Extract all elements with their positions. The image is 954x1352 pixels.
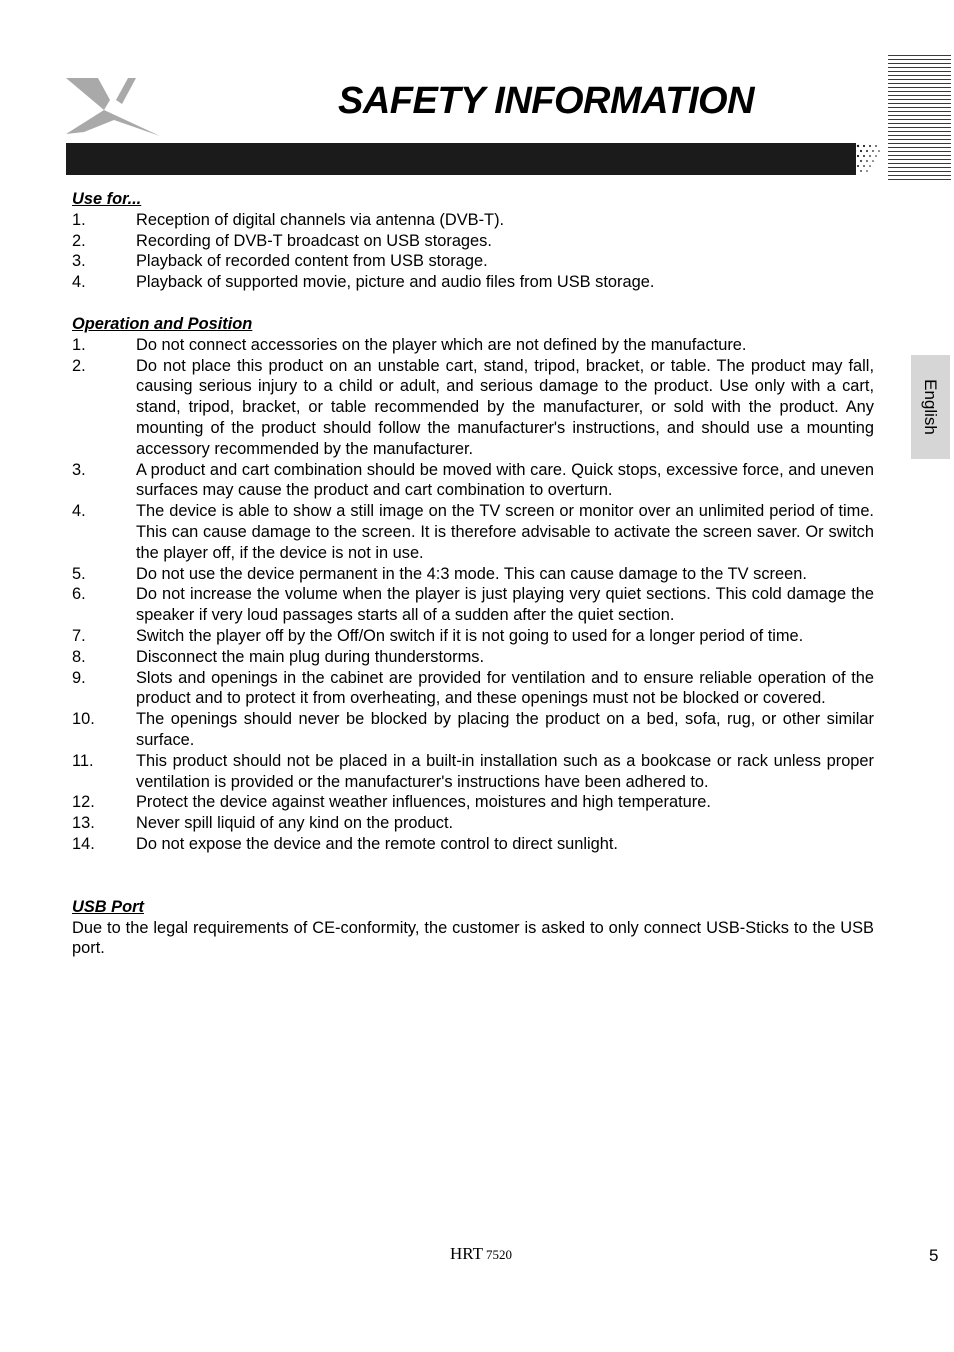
list-item-text: This product should not be placed in a built-in installation such as a bookcase or rack unless proper ventilation is provided or the manufacturer's instructions have been adhered to. xyxy=(136,751,874,791)
list-item xyxy=(72,501,874,563)
list-item-number: 14. xyxy=(72,834,95,853)
list-item-text: Switch the player off by the Off/On switch if it is not going to used for a longer period of time. xyxy=(136,626,804,645)
list-item xyxy=(72,210,874,231)
list-item xyxy=(72,834,874,855)
list-item-text: Never spill liquid of any kind on the product. xyxy=(136,814,454,833)
usb-port-paragraph: Due to the legal requirements of CE-conformity, the customer is asked to only connect USB-Sticks to the USB port. xyxy=(72,918,874,958)
list-item-number: 5. xyxy=(72,564,86,583)
page-number: 5 xyxy=(929,1246,939,1265)
list-item-text: Recording of DVB-T broadcast on USB storages. xyxy=(136,231,492,250)
list-item xyxy=(72,709,874,751)
list-item-number: 2. xyxy=(72,231,86,250)
list-item xyxy=(72,792,874,813)
list-item-text: Do not place this product on an unstable cart, stand, tripod, bracket, or table. The product may fall, causing serious injury to a child or adult, and serious damage to the product. Use only with a cart, stand, tripod, bracket, or table recommended by the manufacturer, or sold with the product. Any mounting of the product should follow the manufacturer's instructions, and should use a mounting accessory recommended by the manufacturer. xyxy=(136,356,874,458)
list-item-number: 11. xyxy=(72,751,94,770)
list-item xyxy=(72,564,874,585)
model-number: 7520 xyxy=(485,1247,512,1262)
list-item xyxy=(72,335,874,356)
list-item xyxy=(72,251,874,272)
operation-list xyxy=(72,335,874,855)
list-item-number: 7. xyxy=(72,626,86,645)
list-item-text: Protect the device against weather influences, moistures and high temperature. xyxy=(136,793,711,812)
list-item-text: Reception of digital channels via antenna (DVB-T). xyxy=(136,210,505,229)
page-title: SAFETY INFORMATION xyxy=(338,80,755,122)
dot-pattern-icon xyxy=(844,143,884,175)
list-item-text: Playback of supported movie, picture and audio files from USB storage. xyxy=(136,273,655,292)
list-item-number: 4. xyxy=(72,273,86,292)
use-for-list xyxy=(72,210,874,293)
list-item xyxy=(72,356,874,460)
list-item xyxy=(72,460,874,502)
list-item-number: 13. xyxy=(72,814,95,833)
list-item-text: Disconnect the main plug during thunderstorms. xyxy=(136,647,485,666)
section-heading-use-for: Use for... xyxy=(72,190,142,208)
list-item-text: Do not connect accessories on the player which are not defined by the manufacture. xyxy=(136,335,747,354)
list-item-text: Playback of recorded content from USB storage. xyxy=(136,252,488,271)
x-brand-logo-icon xyxy=(64,70,164,140)
section-heading-operation: Operation and Position xyxy=(72,314,253,333)
list-item-text: Do not expose the device and the remote control to direct sunlight. xyxy=(136,834,618,853)
list-item-number: 1. xyxy=(72,335,86,354)
model-label xyxy=(450,1244,512,1264)
list-item xyxy=(72,272,874,293)
list-item xyxy=(72,813,874,834)
list-item-number: 10. xyxy=(72,710,95,729)
list-item-number: 12. xyxy=(72,793,95,812)
list-item-text: The openings should never be blocked by placing the product on a bed, sofa, rug, or other similar surface. xyxy=(136,710,874,749)
language-tab-label: English xyxy=(921,379,940,435)
list-item xyxy=(72,647,874,668)
list-item-number: 3. xyxy=(72,460,86,479)
list-item-text: Do not use the device permanent in the 4:3 mode. This can cause damage to the TV screen. xyxy=(136,564,807,583)
language-tab xyxy=(911,355,950,459)
list-item-text: The device is able to show a still image on the TV screen or monitor over an unlimited period of time. This can cause damage to the screen. It is therefore advisable to activate the screen saver. Or switch the player off, if the device is not in use. xyxy=(136,502,874,562)
decorative-stripes xyxy=(888,55,951,181)
list-item xyxy=(72,231,874,252)
list-item-number: 1. xyxy=(72,210,86,229)
list-item-number: 9. xyxy=(72,668,86,687)
list-item-number: 2. xyxy=(72,356,86,375)
list-item-text: Do not increase the volume when the player is just playing very quiet sections. This cold damage the speaker if very loud passages starts all of a sudden after the quiet section. xyxy=(136,585,874,625)
list-item-number: 4. xyxy=(72,502,86,521)
document-body xyxy=(72,189,874,959)
list-item-text: Slots and openings in the cabinet are provided for ventilation and to ensure reliable operation of the product and to protect it from overheating, and these openings must not be blocked or covered. xyxy=(136,668,874,708)
section-heading-usb-port: USB Port xyxy=(72,897,144,916)
list-item xyxy=(72,584,874,626)
list-item-number: 3. xyxy=(72,252,86,271)
list-item xyxy=(72,751,874,793)
list-item-number: 8. xyxy=(72,647,86,666)
header-bar xyxy=(66,143,856,175)
list-item xyxy=(72,668,874,710)
list-item xyxy=(72,626,874,647)
model-name: HRT xyxy=(450,1244,483,1263)
list-item-text: A product and cart combination should be moved with care. Quick stops, excessive force, and uneven surfaces may cause the product and cart combination to overturn. xyxy=(136,460,874,500)
list-item-number: 6. xyxy=(72,585,86,604)
